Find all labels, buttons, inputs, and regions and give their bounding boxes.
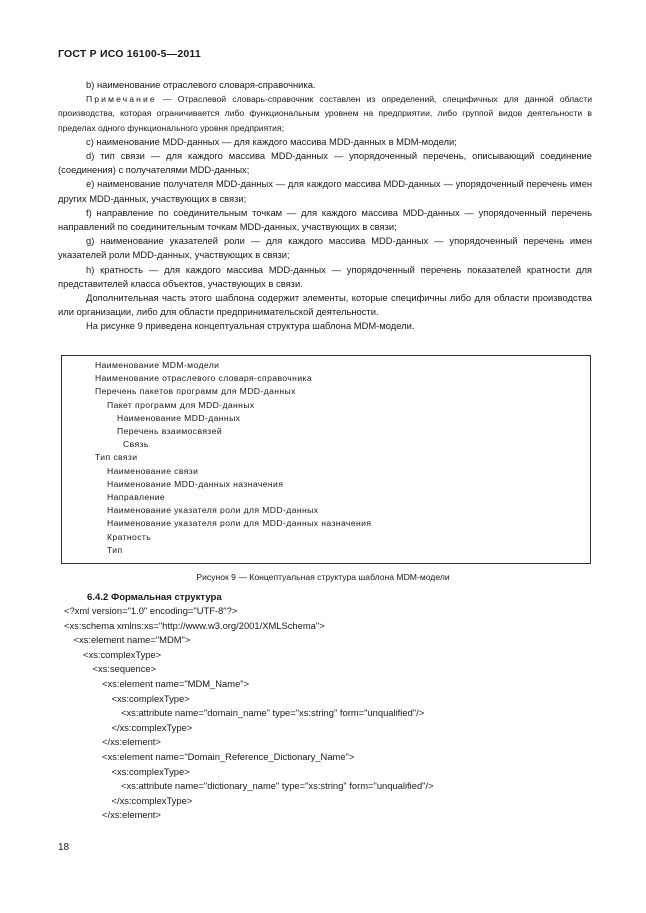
figure-9-box [61,355,591,564]
paragraph-additional: Дополнительная часть этого шаблона содержит элементы, которые специфичны либо для области производства или организации, либо для области предпринимательской деятельности. [58,292,592,318]
figure-tree-line: Наименование указателя роли для MDD-данных [107,505,319,516]
figure-tree-line: Наименование MDD-данных [117,412,241,423]
document-header: ГОСТ Р ИСО 16100-5—2011 [58,48,201,60]
note-paragraph [58,92,592,135]
paragraph-item-d: d) тип связи — для каждого массива MDD-данных — упорядоченный перечень, описывающий соединение (соединения) с получателями MDD-данных; [58,150,592,176]
figure-tree-line: Пакет программ для MDD-данных [107,399,255,410]
code-line: <xs:element name="MDM_Name"> [102,678,250,689]
code-line: <xs:schema xmlns:xs="http://www.w3.org/2001/XMLSchema"> [64,619,325,631]
figure-tree-line: Наименование связи [107,465,199,476]
figure-tree-line: Наименование MDM-модели [95,360,220,370]
figure-tree-line: Наименование указателя роли для MDD-данных назначения [107,518,372,529]
code-line: <xs:attribute name="domain_name" type="xs:string" form="unqualified"/> [121,707,425,719]
note-text: — Отраслевой словарь-справочник составлен из определений, специфичных для данной области производства, которая ограничивается либо функциональным уровнем на предприятии, либо группой видов деятельности в пределах одного функционального уровня предприятия; [58,94,592,133]
section-title: 6.4.2 Формальная структура [87,592,222,603]
code-line: </xs:complexType> [111,794,193,806]
figure-tree-line: Кратность [107,531,152,542]
figure-tree-line: Перечень взаимосвязей [117,426,223,436]
figure-tree-line: Наименование MDD-данных назначения [107,478,284,489]
paragraph-item-c: c) наименование MDD-данных — для каждого массива MDD-данных в MDM-модели; [86,135,457,147]
figure-tree-line: Тип связи [95,452,138,463]
code-line: <xs:sequence> [92,663,157,675]
code-line: </xs:element> [102,736,161,748]
note-label: Примечание [86,94,157,105]
figure-tree-line: Наименование отраслевого словаря-справочника [95,373,313,384]
figure-tree-line: Перечень пакетов программ для MDD-данных [95,386,296,397]
code-line: <?xml version="1.0" encoding="UTF-8"?> [64,605,238,616]
body-text [58,78,592,334]
code-line: <xs:element name="Domain_Reference_Dictionary_Name"> [102,751,355,762]
paragraph-item-f: f) направление по соединительным точкам — для каждого массива MDD-данных — упорядоченный перечень направлений по соединительным точкам MDD-данных, участвующих в связи; [58,206,592,233]
paragraph-figure-ref: На рисунке 9 приведена концептуальная структура шаблона MDM-модели. [86,320,415,332]
paragraph-item-b: b) наименование отраслевого словаря-справочника. [86,79,316,90]
code-line: <xs:complexType> [111,692,190,704]
paragraph-item-g: g) наименование указателей роли — для каждого массива MDD-данных — упорядоченный перечень имен указателей роли MDD-данных, участвующих в связи; [58,235,592,261]
figure-caption: Рисунок 9 — Концептуальная структура шаблона MDM-модели [196,572,450,582]
code-line: <xs:complexType> [83,648,162,660]
code-line: </xs:element> [102,809,161,821]
figure-tree-line: Тип [107,544,123,555]
code-line: <xs:complexType> [111,765,190,777]
paragraph-item-h: h) кратность — для каждого массива MDD-данных — упорядоченный перечень показателей кратности для представителей класса объектов, участвующих в связи. [58,263,592,289]
paragraph-item-e: e) наименование получателя MDD-данных — для каждого массива MDD-данных — упорядоченный перечень имен других MDD-данных, участвующих в связи; [58,178,592,204]
code-line: <xs:attribute name="dictionary_name" type="xs:string" form="unqualified"/> [121,780,434,792]
page-number: 18 [58,842,70,853]
code-line: <xs:element name="MDM"> [73,634,191,646]
figure-tree-line: Связь [123,439,149,450]
figure-tree-line: Направление [107,492,166,502]
code-line: </xs:complexType> [111,721,193,733]
